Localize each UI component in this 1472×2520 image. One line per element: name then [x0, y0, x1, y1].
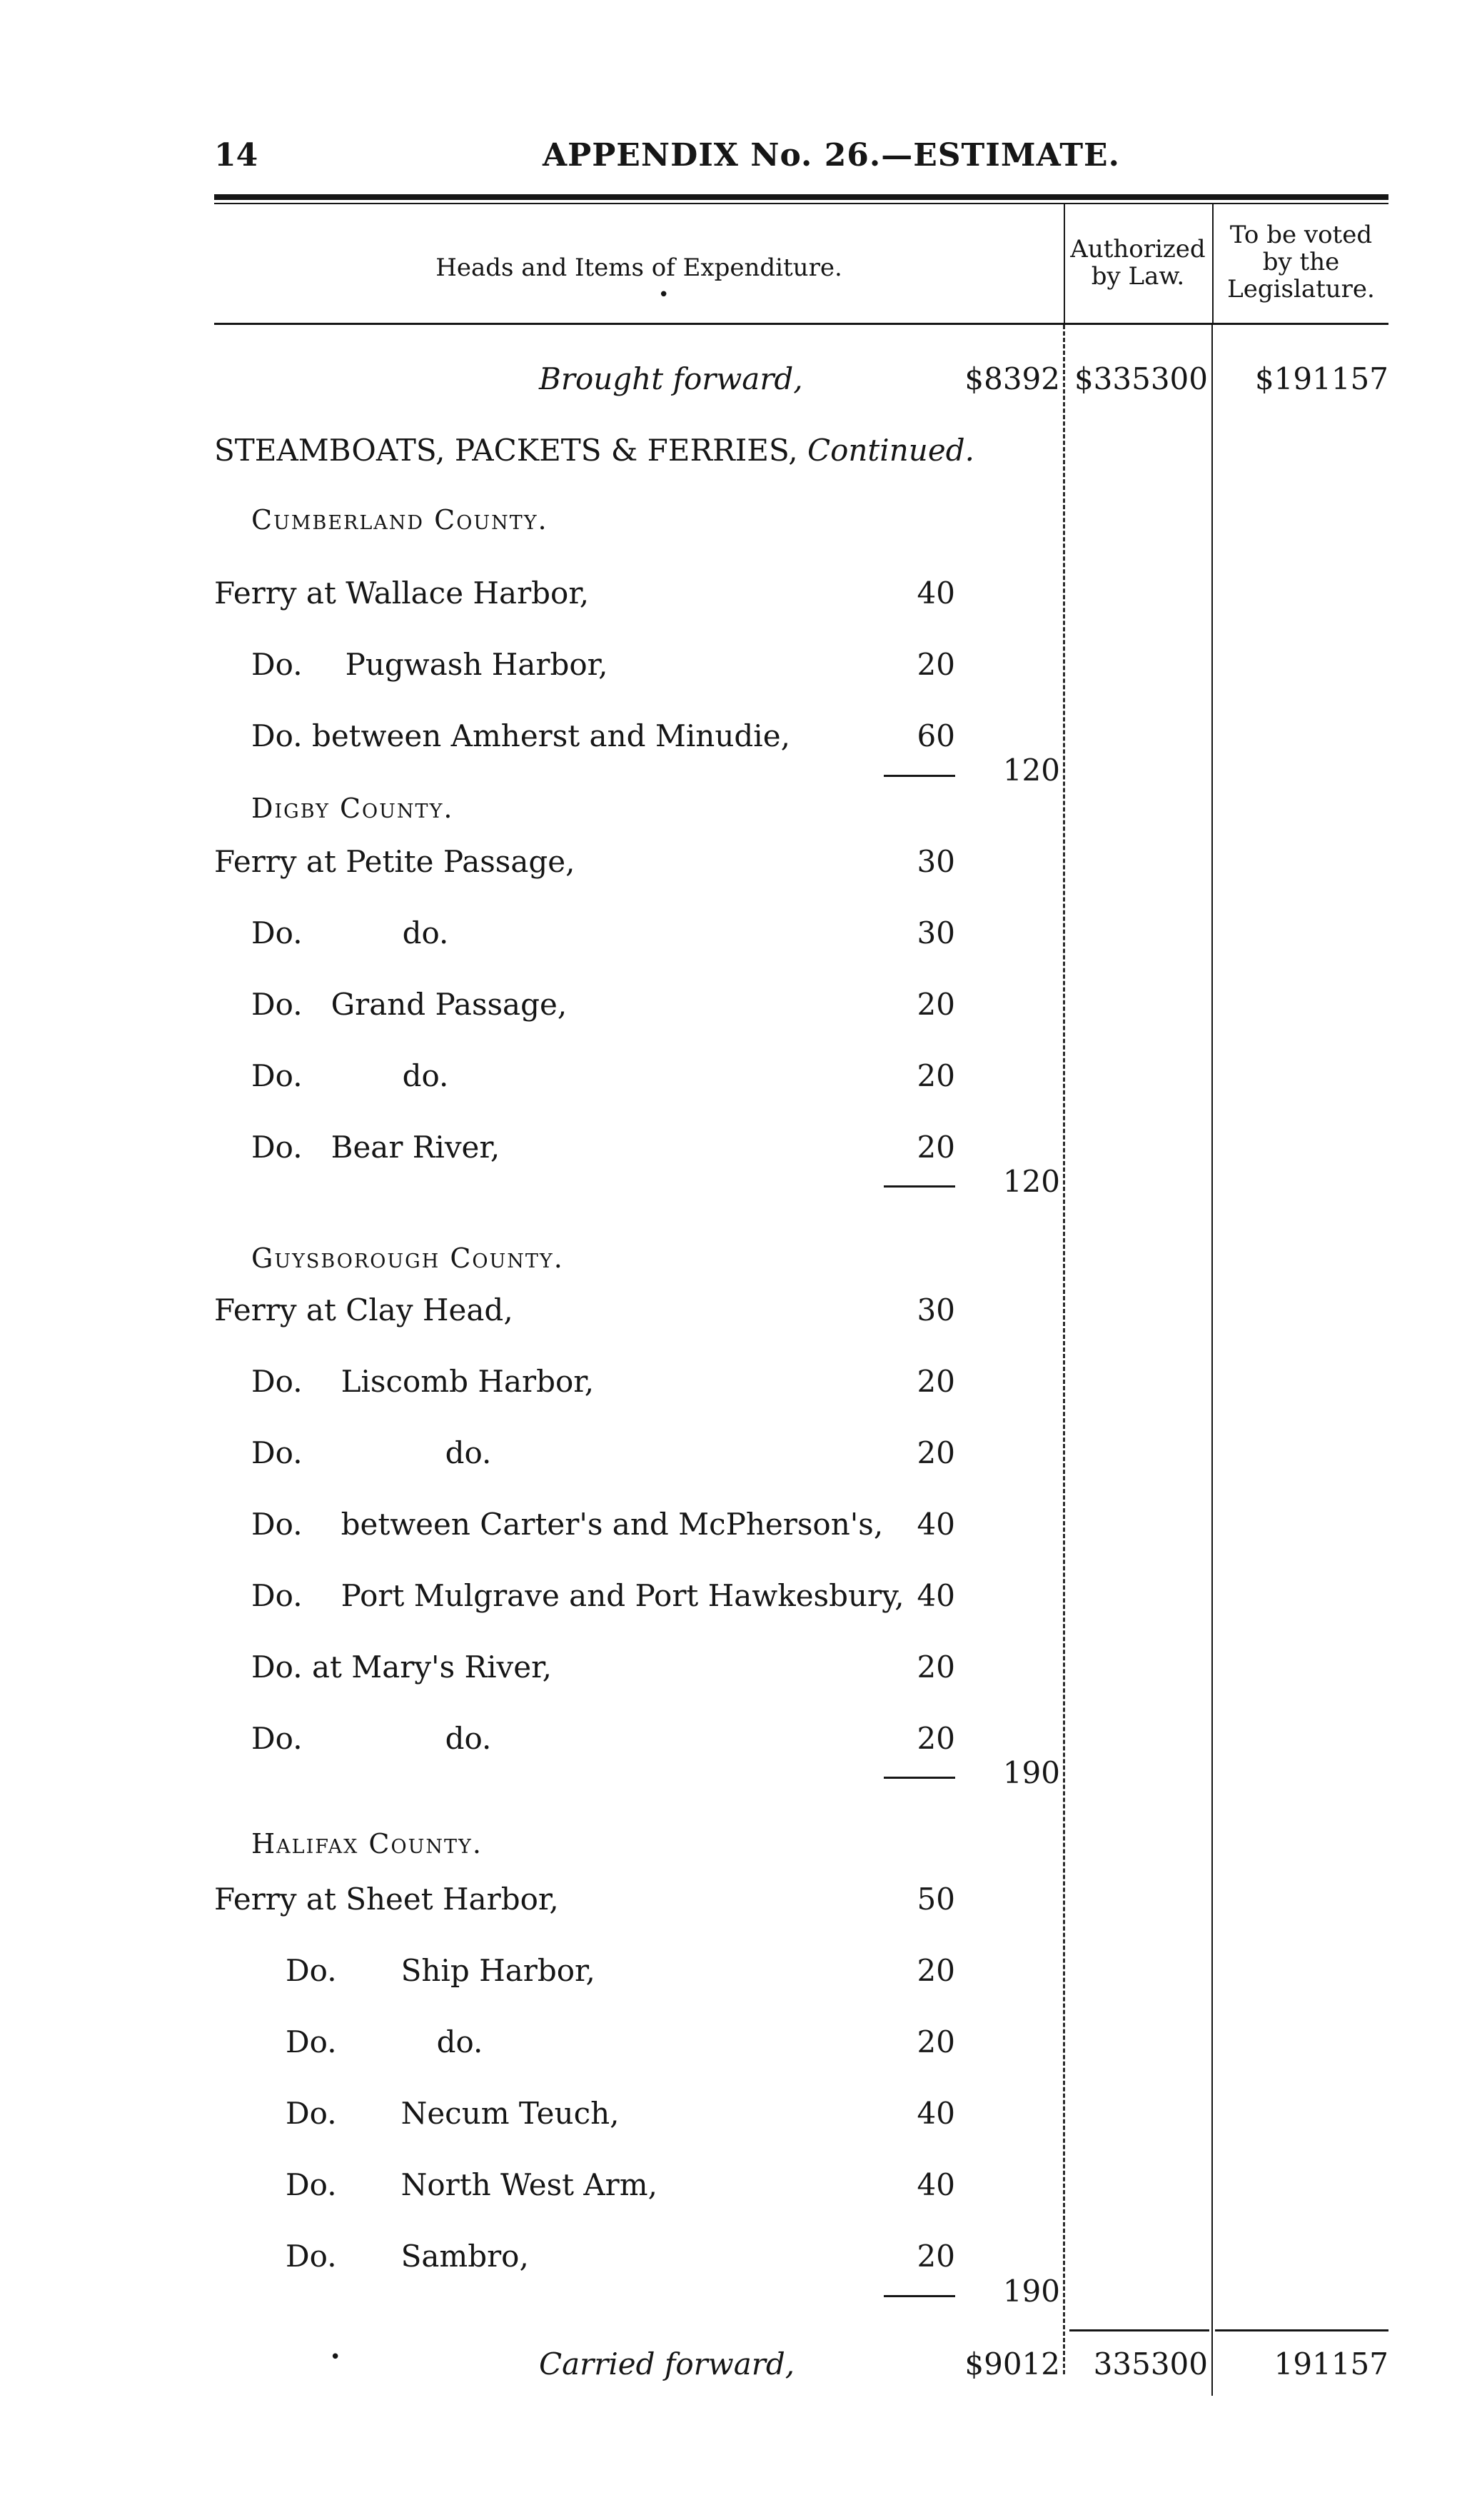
subtotal-rule	[884, 2295, 955, 2297]
ledger-item: Do. Sambro,	[286, 2239, 529, 2274]
brought-forward-voted: $191157	[1254, 361, 1388, 396]
ledger-item: Ferry at Wallace Harbor,	[214, 576, 590, 611]
ledger-amount: 20	[917, 1130, 955, 1165]
subtotal-rule	[884, 1777, 955, 1779]
ledger-amount: 50	[917, 1882, 955, 1917]
ledger-amount: 20	[917, 1650, 955, 1685]
ledger-item: Ferry at Sheet Harbor,	[214, 1882, 559, 1917]
ledger-amount: 20	[917, 2239, 955, 2274]
ledger-item: Do. Necum Teuch,	[286, 2096, 620, 2131]
voted-column-header	[1214, 221, 1388, 303]
ledger-amount: 40	[917, 1507, 955, 1542]
authorized-header-line1: Authorized	[1070, 235, 1206, 263]
ledger-amount: 30	[917, 1292, 955, 1327]
ledger-amount: 40	[917, 2167, 955, 2202]
ledger-item: Ferry at Petite Passage,	[214, 844, 575, 879]
brought-forward-authorized: $335300	[1074, 361, 1208, 396]
voted-header-line3: Legislature.	[1227, 275, 1375, 303]
section-title-continued: Continued.	[807, 433, 974, 468]
ledger-item: Do. at Mary's River,	[251, 1650, 552, 1685]
county-heading-halifax: Halifax County.	[251, 1828, 483, 1859]
ledger-amount: 30	[917, 844, 955, 879]
ledger-item: Do. Ship Harbor,	[286, 1953, 595, 1988]
county-heading-cumberland: Cumberland County.	[251, 504, 548, 536]
subtotal-rule	[884, 775, 955, 777]
voted-header-line1: To be voted	[1229, 221, 1373, 249]
ledger-amount: 20	[917, 987, 955, 1022]
page-number: 14	[214, 137, 258, 174]
county-total: 190	[1002, 1755, 1060, 1790]
authorized-column-header	[1064, 236, 1212, 290]
county-heading-guysborough: Guysborough County.	[251, 1243, 564, 1274]
carried-forward-subtotal: $9012	[964, 2346, 1060, 2381]
heads-column-header: Heads and Items of Expenditure.	[435, 253, 842, 282]
ledger-amount: 20	[917, 647, 955, 682]
ledger-amount: 30	[917, 915, 955, 950]
ledger-amount: 20	[917, 1721, 955, 1756]
ledger-amount: 60	[917, 718, 955, 753]
top-rule-thick	[214, 194, 1388, 200]
section-title	[214, 433, 974, 468]
county-total: 120	[1002, 753, 1060, 788]
ledger-item: Ferry at Clay Head,	[214, 1292, 513, 1327]
brought-forward-label: Brought forward,	[539, 361, 803, 396]
sub-column-rule	[1063, 325, 1065, 2374]
header-col-rule-1	[1064, 204, 1065, 324]
authorized-column-rule	[1211, 325, 1213, 2396]
county-total: 120	[1002, 1164, 1060, 1199]
carried-forward-authorized: 335300	[1093, 2346, 1208, 2381]
bullet-mark: •	[330, 2346, 341, 2368]
ledger-amount: 20	[917, 1058, 955, 1093]
ledger-item: Do. Bear River,	[251, 1130, 500, 1165]
ledger-item: Do. do.	[251, 1721, 492, 1756]
ledger-item: Do. do.	[286, 2024, 483, 2059]
carried-forward-voted: 191157	[1274, 2346, 1388, 2381]
county-total: 190	[1002, 2274, 1060, 2309]
ledger-amount: 20	[917, 1953, 955, 1988]
ledger-item: Do. Pugwash Harbor,	[251, 647, 608, 682]
subtotal-rule	[884, 1185, 955, 1188]
header-col-rule-2	[1212, 204, 1214, 324]
ledger-amount: 40	[917, 576, 955, 611]
ledger-item: Do. North West Arm,	[286, 2167, 657, 2202]
ledger-item: Do. do.	[251, 915, 449, 950]
section-title-main: STEAMBOATS, PACKETS & FERRIES,	[214, 433, 798, 468]
county-heading-digby: Digby County.	[251, 793, 454, 824]
carried-forward-rule-authorized	[1069, 2329, 1209, 2331]
ledger-item: Do. do.	[251, 1058, 449, 1093]
ledger-amount: 20	[917, 2024, 955, 2059]
ledger-item: Do. do.	[251, 1435, 492, 1470]
ledger-amount: 20	[917, 1435, 955, 1470]
brought-forward-subtotal: $8392	[964, 361, 1060, 396]
ledger-item: Do. Port Mulgrave and Port Hawkesbury,	[251, 1578, 904, 1613]
voted-header-line2: by the	[1262, 248, 1340, 276]
ledger-item: Do. Liscomb Harbor,	[251, 1364, 595, 1399]
ledger-amount: 40	[917, 2096, 955, 2131]
authorized-header-line2: by Law.	[1091, 262, 1185, 291]
carried-forward-label: Carried forward,	[539, 2346, 795, 2381]
running-head: APPENDIX No. 26.—ESTIMATE.	[543, 137, 1120, 174]
ledger-item: Do. between Amherst and Minudie,	[251, 718, 790, 753]
ledger-amount: 20	[917, 1364, 955, 1399]
ledger-item: Do. between Carter's and McPherson's,	[251, 1507, 884, 1542]
carried-forward-rule-voted	[1215, 2329, 1388, 2331]
header-bullet: •	[658, 284, 670, 306]
ledger-amount: 40	[917, 1578, 955, 1613]
ledger-item: Do. Grand Passage,	[251, 987, 568, 1022]
